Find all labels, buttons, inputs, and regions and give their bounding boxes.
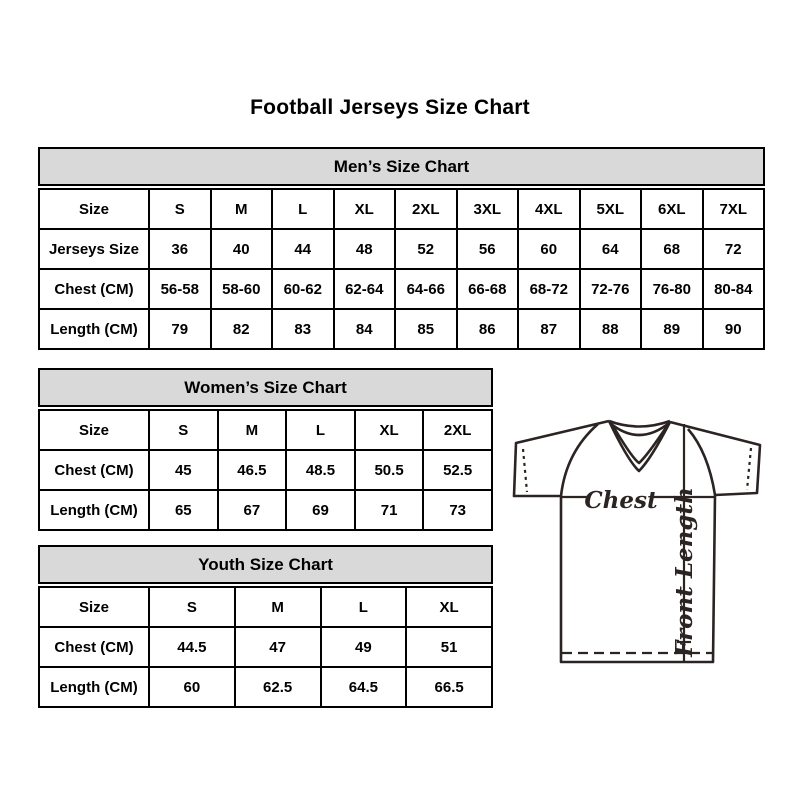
table-cell: 66.5 [406, 667, 492, 707]
mens-size-chart-section [38, 147, 765, 350]
table-cell: 71 [355, 490, 424, 530]
table-cell: 56 [457, 229, 519, 269]
womens-chart-header: Women’s Size Chart [38, 368, 493, 407]
table-cell: 44 [272, 229, 334, 269]
table-cell: 3XL [457, 189, 519, 229]
table-cell: M [211, 189, 273, 229]
table-row [39, 189, 764, 229]
table-row [39, 410, 492, 450]
row-label: Jerseys Size [39, 229, 149, 269]
table-cell: 6XL [641, 189, 703, 229]
table-cell: 4XL [518, 189, 580, 229]
table-cell: 64.5 [321, 667, 407, 707]
row-label: Size [39, 189, 149, 229]
table-cell: 73 [423, 490, 492, 530]
jersey-left-armhole-seam [561, 424, 598, 496]
table-cell: 50.5 [355, 450, 424, 490]
row-label: Length (CM) [39, 490, 149, 530]
table-cell: 51 [406, 627, 492, 667]
table-cell: 64 [580, 229, 642, 269]
table-cell: S [149, 587, 235, 627]
table-row [39, 229, 764, 269]
mens-size-table [38, 188, 765, 350]
table-cell: 65 [149, 490, 218, 530]
table-row [39, 667, 492, 707]
table-cell: 48.5 [286, 450, 355, 490]
table-cell: L [286, 410, 355, 450]
table-cell: 48 [334, 229, 396, 269]
table-cell: 84 [334, 309, 396, 349]
table-cell: 89 [641, 309, 703, 349]
table-cell: S [149, 189, 211, 229]
table-cell: 46.5 [218, 450, 287, 490]
table-cell: 88 [580, 309, 642, 349]
table-row [39, 490, 492, 530]
youth-chart-header: Youth Size Chart [38, 545, 493, 584]
table-cell: 80-84 [703, 269, 765, 309]
table-cell: 44.5 [149, 627, 235, 667]
youth-size-table [38, 586, 493, 708]
row-label: Chest (CM) [39, 627, 149, 667]
table-cell: 62.5 [235, 667, 321, 707]
table-cell: 67 [218, 490, 287, 530]
row-label: Chest (CM) [39, 269, 149, 309]
right-cuff-stitch-line [747, 448, 751, 490]
table-cell: 5XL [580, 189, 642, 229]
row-label: Chest (CM) [39, 450, 149, 490]
table-cell: 49 [321, 627, 407, 667]
row-label: Size [39, 410, 149, 450]
table-cell: 83 [272, 309, 334, 349]
table-cell: 68-72 [518, 269, 580, 309]
table-cell: 79 [149, 309, 211, 349]
table-cell: 82 [211, 309, 273, 349]
table-cell: 66-68 [457, 269, 519, 309]
row-label: Length (CM) [39, 667, 149, 707]
jersey-collar-top-arc [609, 421, 670, 427]
womens-size-chart-section [38, 368, 493, 531]
chest-label: Chest [584, 487, 658, 514]
table-cell: 40 [211, 229, 273, 269]
table-cell: 85 [395, 309, 457, 349]
table-cell: 69 [286, 490, 355, 530]
table-cell: 47 [235, 627, 321, 667]
table-cell: XL [406, 587, 492, 627]
mens-chart-header: Men’s Size Chart [38, 147, 765, 186]
table-cell: 60-62 [272, 269, 334, 309]
table-row [39, 627, 492, 667]
table-cell: 60 [518, 229, 580, 269]
table-cell: XL [334, 189, 396, 229]
front-length-label: Front Length [671, 487, 698, 657]
table-cell: 90 [703, 309, 765, 349]
table-cell: 72-76 [580, 269, 642, 309]
jersey-measurement-diagram [495, 403, 780, 688]
table-cell: 45 [149, 450, 218, 490]
table-cell: 2XL [423, 410, 492, 450]
table-cell: S [149, 410, 218, 450]
table-row [39, 587, 492, 627]
table-cell: 72 [703, 229, 765, 269]
table-cell: 2XL [395, 189, 457, 229]
table-cell: L [321, 587, 407, 627]
table-cell: 60 [149, 667, 235, 707]
row-label: Size [39, 587, 149, 627]
youth-size-chart-section [38, 545, 493, 708]
womens-size-table [38, 409, 493, 531]
table-cell: 7XL [703, 189, 765, 229]
table-cell: 52.5 [423, 450, 492, 490]
table-cell: M [235, 587, 321, 627]
table-cell: 87 [518, 309, 580, 349]
jersey-right-armhole-seam [688, 429, 715, 495]
table-cell: 64-66 [395, 269, 457, 309]
table-row [39, 269, 764, 309]
row-label: Length (CM) [39, 309, 149, 349]
table-row [39, 450, 492, 490]
table-cell: 76-80 [641, 269, 703, 309]
table-cell: XL [355, 410, 424, 450]
table-cell: L [272, 189, 334, 229]
table-cell: 36 [149, 229, 211, 269]
table-cell: 56-58 [149, 269, 211, 309]
table-cell: 86 [457, 309, 519, 349]
table-cell: M [218, 410, 287, 450]
page-title: Football Jerseys Size Chart [250, 96, 530, 119]
table-row [39, 309, 764, 349]
left-cuff-stitch-line [523, 449, 527, 492]
table-cell: 58-60 [211, 269, 273, 309]
table-cell: 52 [395, 229, 457, 269]
table-cell: 62-64 [334, 269, 396, 309]
table-cell: 68 [641, 229, 703, 269]
